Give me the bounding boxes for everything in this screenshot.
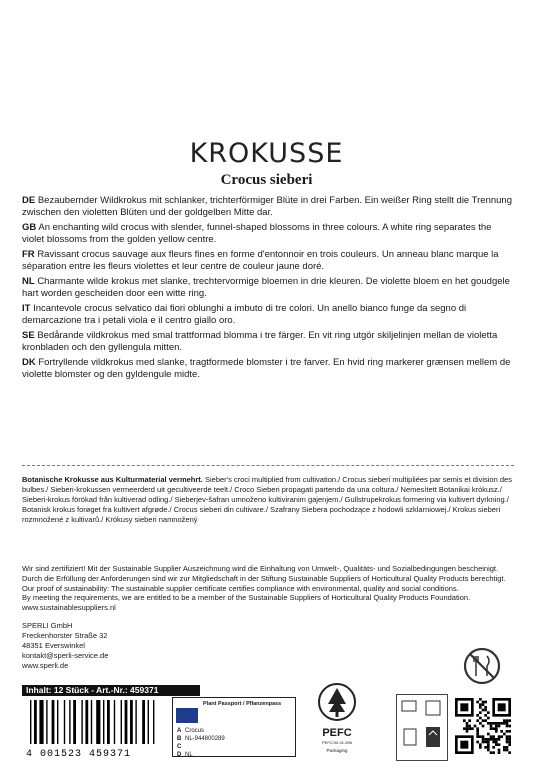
- descriptions: [22, 195, 514, 384]
- description-nl: NL Charmante wilde krokus met slanke, trechtervormige bloemen in drie kleuren. De violette bloem en het goudgele hart worden gescheiden door een witte ring.: [22, 276, 510, 299]
- no-food-icon: [462, 646, 502, 686]
- botanical-name: Crocus sieberi: [220, 172, 313, 188]
- description-gb: GB An enchanting wild crocus with slender, funnel-shaped blossoms in three colours. A white ring separates the violet blossoms from the golden yellow centre.: [22, 222, 492, 245]
- recycling-info: [396, 694, 448, 761]
- recycling-icon: [398, 695, 446, 755]
- qr-code-icon: [455, 698, 511, 754]
- eu-flag-icon: [176, 708, 198, 723]
- description-se: SE Bedårande vildkrokus med smal trattformad blomma i tre färger. En vit ring utgör skiljelinjen mellan de violetta kronbladen och den gyllengula mitten.: [22, 330, 498, 353]
- divider: [22, 465, 514, 466]
- passport-header: Plant Passport / Pflanzenpass: [203, 701, 282, 707]
- pefc-logo: [313, 682, 361, 762]
- description-fr: FR Ravissant crocus sauvage aux fleurs fines en forme d'entonnoir en trois couleurs. Un anneau blanc marque la séparation entre les fleurs violettes et leur centre de couleur jaune doré.: [22, 249, 499, 272]
- pefc-code: PEFC/30-31-596: [321, 740, 352, 745]
- passport-rows: A Crocus B NL-944800289 C D NL: [177, 728, 225, 758]
- botanic-note: Botanische Krokusse aus Kulturmaterial vermehrt. Sieber's croci multiplied from cultivation./ Crocus sieberi multipliées par semis et division des bulbes./ Sieberi-krokussen vermeerderd uit gecultiveerde teelt./ Croco Sieberi propagati partendo da una coltura./ Nemesített Botanikai krókusz./ Sieberi-krokus förökad från kultiverad odling./ Sieberjev-šafran umnoženo kultiviranim gajenjem./ Gullstrupekrokus formering via kultivert dyrkning./ Botanisk krokus forøget fra kultivert afgrøde./ Crocus sieberi din cultivare./ Szafrany Siebera pochodzące z hodowli szklarniowej./ Krokus sieberi rozmnožené z kultivarů./ Krókusy sieberi namnožený: [22, 475, 512, 524]
- pefc-caption: Packaging: [326, 748, 348, 753]
- contents-label: Inhalt: 12 Stück - Art.-Nr.: 459371: [22, 685, 200, 696]
- plant-passport: [172, 697, 296, 757]
- barcode-number: 4 001523 459371: [26, 749, 132, 758]
- company-address: SPERLI GmbH Freckenhorster Straße 32 48351 Everswinkel kontakt@sperli-service.de www.sperli.de: [22, 621, 109, 670]
- page-title: KROKUSSE: [189, 138, 344, 169]
- description-dk: DK Fortryllende vildkrokus med slanke, tragtformede blomster i tre farver. En hvid ring markerer grænsen mellem de violette blomster og den gyldengule midte.: [22, 357, 511, 380]
- barcode: [22, 698, 192, 758]
- pefc-label: PEFC: [322, 727, 352, 739]
- description-it: IT Incantevole crocus selvatico dai fiori oblunghi a imbuto di tre colori. Un anello bianco funge da segno di demarcazione tra i petali viola e il centro giallo oro.: [22, 303, 467, 326]
- company-website[interactable]: www.sperli.de: [22, 661, 69, 670]
- certification-link[interactable]: www.sustainablesuppliers.nl: [22, 603, 116, 613]
- pefc-tree-icon: [317, 682, 357, 722]
- contact-email[interactable]: kontakt@sperli-service.de: [22, 651, 109, 660]
- description-de: DE Bezaubernder Wildkrokus mit schlanker, trichterförmiger Blüte in drei Farben. Ein weißer Ring stellt die Trennung zwischen den violetten Blüten und der goldgelben Mitte dar.: [22, 195, 512, 218]
- certification-text: Wir sind zertifiziert! Mit der Sustainable Supplier Auszeichnung wird die Einhaltung von Umwelt-, Qualitäts- und Sozialbedingungen bescheinigt. Durch die Erfüllung der Anforderungen sind wir zur Mitgliedschaft in der Stiftung Sustainable Suppliers of Horticultural Quality Products berechtigt. Our proof of sustainability: The sustainable supplier certificate certifies compliance with environmental, quality and social conditions. By meeting the requirements, we are entitled to be a member of the Sustainable Suppliers of Horticultural Quality Products Foundation. www.sustainablesuppliers.nl: [22, 564, 514, 613]
